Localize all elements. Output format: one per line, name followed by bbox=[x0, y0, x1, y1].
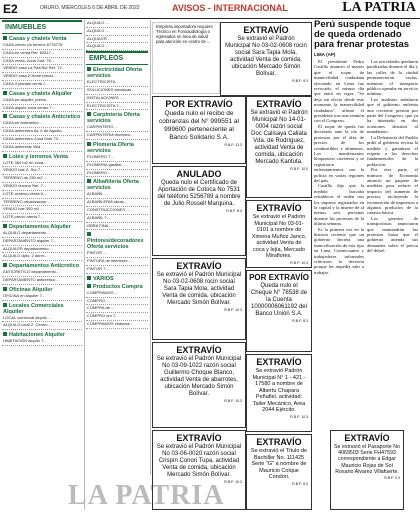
category-bullet-icon bbox=[87, 276, 91, 280]
page-date: ORURO, MIÉRCOLES 6 DE ABRIL DE 2022 bbox=[40, 5, 140, 11]
article-headline: Perú suspende toque de queda ordenado para frenar protestas bbox=[314, 20, 411, 50]
classifieds-column-1 bbox=[2, 20, 82, 510]
category-heading bbox=[86, 232, 148, 250]
classified-ad: PINTOR ... bbox=[86, 250, 148, 258]
category-label: Casas y chalets Alquiler bbox=[9, 90, 73, 97]
category-label: Departamentos Anticretico bbox=[9, 263, 80, 270]
article-paragraph: Por otra parte, el ministro de Economía anunció un paquete de medidas para reducir el impacto del aumento de precios, incluyendo la exoneración de impuestos a algunos productos de la canasta básica. bbox=[367, 167, 418, 216]
newspaper-logo: LA PATRIA bbox=[342, 0, 416, 15]
classified-ad: ALBAÑIL ... bbox=[86, 191, 148, 199]
classified-ad: CASA anticresis Villa ... bbox=[2, 144, 82, 152]
article-paragraph: La Defensoría del Pueblo pidió al gobierno revisar la medida y garantizar el respeto a los derechos fundamentales de la población. bbox=[367, 134, 418, 167]
notice-box bbox=[152, 166, 246, 256]
classified-ad: VENDO casa La Paz/Sur Ref. 72... bbox=[2, 65, 82, 73]
notice-code: R.B.F: 11.3 bbox=[224, 143, 242, 147]
classified-ad: PLOMERIA gasfiter... bbox=[86, 162, 148, 170]
classified-ad: ANTICRETICO departamento... bbox=[2, 269, 82, 277]
notice-code: R.B.F: 10.3 bbox=[224, 308, 242, 312]
category-bullet-icon bbox=[87, 179, 91, 183]
section-title: AVISOS - INTERNACIONAL bbox=[172, 3, 288, 13]
classified-ad: LOCAL comercial alquilo ... bbox=[2, 315, 82, 323]
classified-ad: LOTE 360 m2 en zona... bbox=[2, 160, 82, 168]
classified-ad: VENDO terreno Ref. 7... bbox=[2, 183, 82, 191]
category-bullet-icon bbox=[87, 112, 91, 116]
article-paragraph: El toque de queda fue decretado ante la ola de protestas por el alza de precios de los combustibles y alimentos. Los manifestantes bloquearon carreteras y se registraron enfrentamientos con la policía en varias regiones del país. bbox=[314, 123, 364, 183]
classified-ad: COMPRO oro 7... bbox=[86, 313, 148, 321]
article-paragraph: Castillo dijo que la medida buscaba restablecer el orden tras los saqueos registrados en la capital y la muerte de al menos seis personas durante las protestas de la última semana. bbox=[314, 183, 364, 227]
notice-text: Se extravió el Padrón Municipal No 14-01-0004 razón social Doc Calisaya Callata Vda. de Rodríguez, actividad Venta de comida, ubicación Mercado Kantuta. bbox=[250, 110, 308, 165]
classifieds-column-2 bbox=[86, 20, 148, 475]
category-bullet-icon bbox=[87, 232, 91, 236]
notice-text: Se extravió el Padrón Municipal No 03-02-0608 rocin social Sara Tapia Mola, actividad Venta de comida, ubicación Mercado Simón Bolívar. bbox=[225, 36, 307, 77]
page-header bbox=[0, 0, 420, 19]
article-paragraph: Los analistas señalaron que el gobierno enfrenta una creciente presión por parte del Congreso, que ya ha intentado en dos ocasiones destituir al mandatario. bbox=[367, 96, 418, 135]
category-label: Albañilería Oferta servicios bbox=[87, 179, 139, 192]
category-label: Carpintería Oferta servicios bbox=[87, 112, 140, 125]
notice-code: R.B.F: 10.3 bbox=[290, 260, 308, 265]
classified-ad: PLOMERO 7... bbox=[86, 154, 148, 162]
notice-title: POR EXTRAVÍO bbox=[165, 99, 233, 109]
classified-ad: CASA en anticretico ... bbox=[2, 120, 82, 128]
article-source: LIMA (AP) bbox=[314, 52, 336, 57]
newspaper-footer-logo: LA PATRIA bbox=[68, 480, 225, 511]
classified-ad: ALQUILO ... bbox=[86, 20, 148, 28]
category-bullet-icon bbox=[3, 287, 7, 291]
classified-ad: CASA venta, Zona Sud. 76... bbox=[2, 58, 82, 66]
category-label: Lotes y terrenos Venta bbox=[9, 153, 68, 160]
classified-ad: ALQUILO ... bbox=[86, 43, 148, 51]
classified-ad: LOTE precio oferta 7... bbox=[2, 214, 82, 222]
classified-ad: ALQUILO departamento ... bbox=[2, 230, 82, 238]
category-bullet-icon bbox=[3, 36, 7, 40]
notice-title: EXTRAVÍO bbox=[243, 25, 289, 35]
notice-text: Se extravió el Pasaporte No 4069503 Serie FH47593 correspondiente a Edgar Mauricio Rojas de Sol Rosario Alvarez Villafuerte. bbox=[334, 444, 400, 475]
notice-title: EXTRAVÍO bbox=[176, 345, 222, 355]
classified-ad: HABITACIÓN alquilo 7... bbox=[2, 338, 82, 346]
notice-box bbox=[152, 22, 220, 94]
section-heading: INMUEBLES bbox=[2, 20, 82, 34]
article-paragraph: Las actividades quedaron paralizadas durante el día y las calles de la ciudad permanecieron vacías, mientras el transporte público operaba en servicio mínimo. bbox=[367, 59, 418, 97]
notice-text: Se extravió Padrón Municipal N° 1 - 421 - 17580 a nombre de Albertu Chapara Peñafiel, actividad: Taller Mecánico, Area 2044 Ejército. bbox=[252, 368, 306, 413]
category-label: Plomería Oferta servicios bbox=[87, 141, 134, 154]
classified-ad: ALQUILER ... bbox=[86, 36, 148, 44]
category-label: Electricidad Oferta servicios bbox=[87, 67, 142, 80]
category-heading bbox=[86, 142, 148, 154]
category-bullet-icon bbox=[3, 303, 7, 307]
classified-ad: INSTALACIONES ... bbox=[86, 95, 148, 103]
classified-ad: DEPARTAMENTO anticretico ... bbox=[2, 277, 82, 285]
category-bullet-icon bbox=[3, 91, 7, 95]
classified-ad: ALQUILO dpto. 2 dorm... bbox=[2, 253, 82, 261]
notice-box bbox=[246, 270, 312, 352]
classified-ad: LOTE centrico venta 6... bbox=[2, 191, 82, 199]
classified-ad: OBRA FINA ... bbox=[86, 223, 148, 231]
classified-ad: VENDO lote 300 m2 ... bbox=[2, 206, 82, 214]
article-column-a bbox=[314, 59, 364, 275]
category-heading bbox=[86, 67, 148, 79]
notice-box bbox=[330, 430, 404, 510]
category-bullet-icon bbox=[3, 332, 7, 336]
notice-box bbox=[246, 354, 312, 432]
category-label: Locales Comerciales Alquiler bbox=[3, 302, 64, 315]
category-label: Casas y chalets Anticretico bbox=[9, 114, 81, 121]
classified-ad: ALBAÑILERIA obras... bbox=[86, 199, 148, 207]
notice-code: R.B.F: 8.3 bbox=[292, 481, 308, 486]
notice-title: POR EXTRAVÍO bbox=[249, 273, 309, 282]
category-bullet-icon bbox=[87, 284, 91, 288]
notice-text: Se extravió el Título de Bachiller No. 111425 Serie "G" a nombre de Mauricio Colque Condori. bbox=[250, 448, 308, 480]
classified-ad: CARPINTERO ... bbox=[86, 124, 148, 132]
notice-title: ANULADO bbox=[176, 169, 222, 179]
classified-ad: PINTURA de interiores... bbox=[86, 258, 148, 266]
category-heading bbox=[86, 112, 148, 124]
notice-code: R.B.F: 8.3 bbox=[292, 319, 308, 323]
notice-text: Se extravió el Padrón Municipal No 03-09-1022 razón social Guillermo Choque Blanco, actividad Venta de abarrotes, ubicación Mercado Simón Bolívar. bbox=[156, 356, 242, 397]
classified-ad: DEPARTAMENTO alquiler 7... bbox=[2, 238, 82, 246]
classified-ad: CONSTRUCCIONES ... bbox=[86, 207, 148, 215]
notice-text: Se extravió el Padrón Municipal No 03-01-0101 a nombre de Ximena Muñoz Janco, actividad Venta de coca y lejía, Mercado Miraflores. bbox=[251, 214, 307, 259]
classified-ad: COMPRA de ... bbox=[86, 305, 148, 313]
classified-ad: CASA en venta Ref. 62517... bbox=[2, 50, 82, 58]
notice-box bbox=[246, 96, 312, 198]
category-bullet-icon bbox=[87, 142, 91, 146]
classified-ad: CASA anticretico Zona Este 72... bbox=[2, 136, 82, 144]
article-paragraph: Los gremios de transportistas anunciaron que mantendrán las protestas hasta que el gobierno atienda sus demandas sobre el precio del diésel. bbox=[367, 215, 418, 254]
category-bullet-icon bbox=[3, 114, 7, 118]
column-divider bbox=[84, 20, 85, 510]
notice-text: Empresa importadora requiere Técnico en Fonoaudiología o egresados en área de salud para atención en centro de ... bbox=[156, 24, 213, 44]
notice-title: EXTRAVÍO bbox=[256, 99, 302, 109]
category-bullet-icon bbox=[3, 224, 7, 228]
classified-ad: VENDO casa Z.Norte precio... bbox=[2, 73, 82, 81]
category-heading bbox=[2, 303, 82, 315]
category-label: Departamentos Alquiler bbox=[9, 223, 71, 230]
article-column-b bbox=[367, 59, 418, 275]
section-heading: EMPLEOS bbox=[86, 51, 148, 65]
notice-text: Queda nulo el Certificado de Aportación de Cotoca No 7531 del teléfono 5256789 a nombre de Julio Rossell Marquina. bbox=[157, 180, 241, 207]
notice-code: R.B.F: 10.3 bbox=[224, 399, 242, 403]
notice-title: EXTRAVÍO bbox=[256, 437, 302, 447]
category-heading bbox=[86, 179, 148, 191]
category-label: Casas y chalets Venta bbox=[9, 36, 67, 42]
classified-ad: CARPINTERIA muebles... bbox=[86, 132, 148, 140]
classified-ad: COMPRAMOS chatarra... bbox=[86, 321, 148, 329]
notice-title: EXTRAVÍO bbox=[176, 261, 222, 271]
notice-text: Queda nulo el recibo de cobranzas del N° 999551 al 999600 perteneciente al Banco Solidario S.A. bbox=[159, 110, 239, 141]
classified-ad: CASA 3 plantas venta 7... bbox=[2, 81, 82, 89]
notice-box bbox=[246, 200, 312, 268]
notice-box bbox=[246, 434, 312, 510]
notice-code: R.B.F: 8.3 bbox=[226, 209, 242, 213]
article-paragraph: Es la primera vez en la historia reciente que un gobierno decreta una inmovilización de este tipo en Lima. Comerciantes y trabajadores informales criticaron la decisión porque les impedía salir a trabajar. bbox=[314, 226, 364, 275]
classified-ad: TERRENO urbanizacion ... bbox=[2, 199, 82, 207]
category-bullet-icon bbox=[3, 263, 7, 267]
notice-code: R.B.F: 10.3 bbox=[224, 480, 242, 484]
notice-title: EXTRAVÍO bbox=[344, 433, 390, 443]
notice-text: Se extravió el Padrón Municipal No 03-02-0608 rocin social Sara Tapia Mola, actividad Venta de comida, ubicación Mercado Simón Bolívar. bbox=[156, 272, 242, 306]
classified-ad: PLOMERO ... bbox=[86, 170, 148, 178]
classified-ad: ALBAÑIL 7... bbox=[86, 215, 148, 223]
classified-ad: VENDO lote Z. Sur 7... bbox=[2, 167, 82, 175]
category-label: VARIOS bbox=[93, 275, 114, 282]
classified-ad: PINTOR 7... bbox=[86, 266, 148, 274]
classified-ad: COMPRAMOS ... bbox=[86, 290, 148, 298]
classified-ad: ALQUILER departamento ... bbox=[2, 246, 82, 254]
category-label: Productos Compra bbox=[93, 283, 143, 290]
article-paragraph: El presidente Pedro Castillo anunció el martes que el toque de inamovilidad ciudadana ejecutado en Lima fue revocado, el mismo día que entró en vigor. "Se deja sin efecto desde este momento la inamovilidad ciudadana", afirmó el presidente tras una reunión con el Congreso. bbox=[314, 59, 364, 124]
classified-ad: ELECTRICISTA ... bbox=[86, 79, 148, 87]
notice-code: R.B.F: 10.0 bbox=[290, 167, 308, 171]
classified-ad: TERRENO de 250 m2 ... bbox=[2, 175, 82, 183]
notice-box bbox=[152, 342, 246, 428]
news-article bbox=[314, 20, 418, 425]
classified-ad: ALQUILO ... bbox=[86, 28, 148, 36]
notice-text: Se extravió el Padrón Municipal No 03-06-0020 razón social Crispín Conori Tupa, actividad Venta de comida, ubicación Mercado Simón Bolívar. bbox=[156, 444, 242, 478]
category-heading bbox=[2, 91, 82, 97]
notice-box bbox=[152, 258, 246, 340]
classified-ad: CASA anticretico Av. 6 de Agosto... bbox=[2, 128, 82, 136]
column-divider bbox=[150, 20, 151, 475]
category-heading bbox=[86, 276, 148, 282]
notice-code: R.B.F: 9.3 bbox=[384, 476, 400, 481]
category-bullet-icon bbox=[3, 154, 7, 158]
category-label: Pintores/decoradores Oferta servicios bbox=[87, 238, 144, 251]
notice-text: Queda nulo el Cheque N° 78538 de la Cuenta 10000006061192 del Banco Unión S.A. bbox=[250, 283, 308, 317]
classified-ad: ELECTRICISTA 7... bbox=[86, 103, 148, 111]
category-label: Oficinas Alquiler bbox=[9, 286, 53, 293]
classified-ad: ALQUILO local Z. Centro... bbox=[2, 322, 82, 330]
category-label: Habitaciones Alquiler bbox=[9, 332, 66, 339]
classified-ad: OFICINA en alquiler 7... bbox=[2, 293, 82, 301]
classified-ad: CASA alquilo zona centro 7... bbox=[2, 105, 82, 113]
classified-ad: SOLUCIONES electricas... bbox=[86, 87, 148, 95]
notice-box bbox=[152, 96, 246, 164]
classified-ad: COMPRO ... bbox=[86, 298, 148, 306]
classified-ad: CASA en alquiler, precio... bbox=[2, 97, 82, 105]
classified-ad: CASA vendo c/s terreno 6776776 bbox=[2, 42, 82, 50]
notice-title: EXTRAVÍO bbox=[176, 433, 222, 443]
notice-box bbox=[220, 22, 312, 96]
notice-box bbox=[152, 430, 246, 510]
notice-code: R.B.F: 10.3 bbox=[290, 414, 308, 419]
notice-title: EXTRAVÍO bbox=[256, 357, 302, 367]
notice-title: EXTRAVÍO bbox=[256, 203, 302, 213]
category-heading bbox=[86, 284, 148, 290]
category-bullet-icon bbox=[87, 67, 91, 71]
notice-code: R.B.F: 9.3 bbox=[292, 79, 308, 83]
page-number: E2 bbox=[3, 2, 18, 16]
